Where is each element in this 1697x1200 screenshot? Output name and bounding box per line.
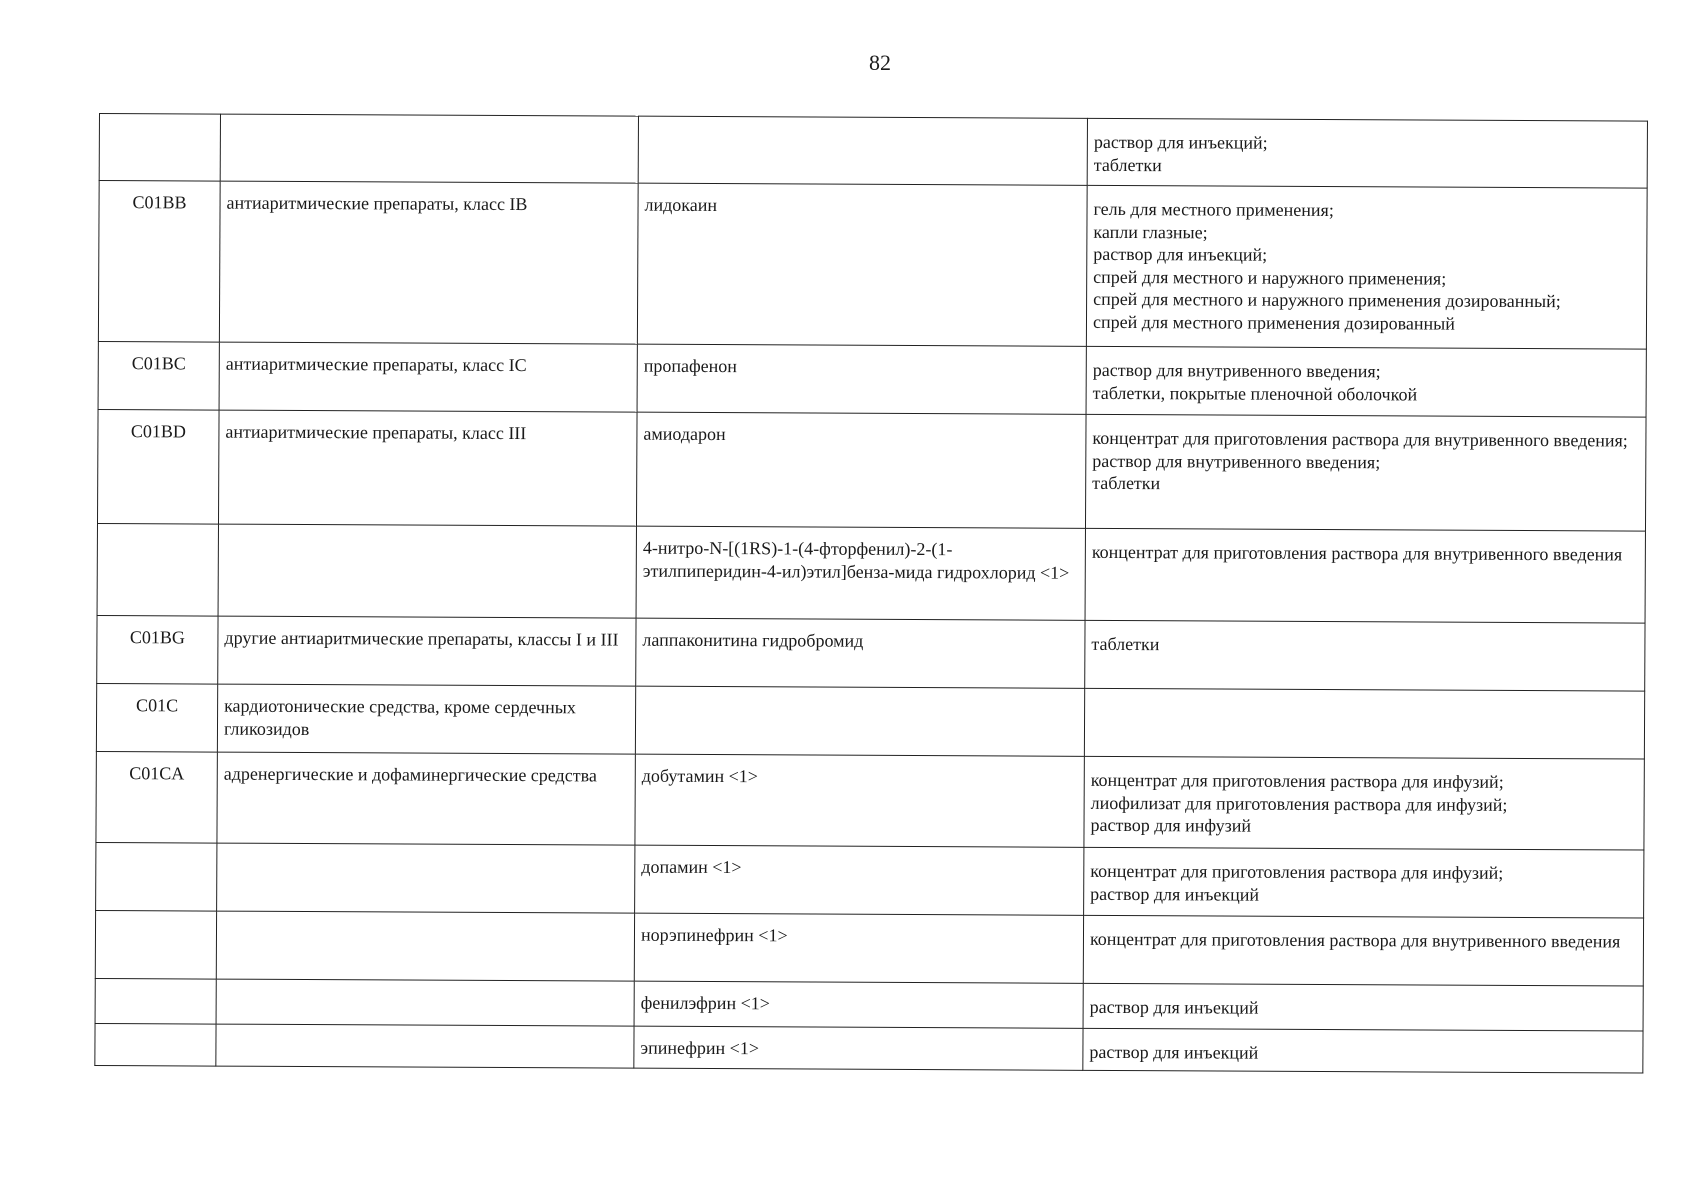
table-row bbox=[96, 842, 1644, 918]
page-number: 82 bbox=[869, 50, 891, 75]
drug-cell: 4-нитро-N-[(1RS)-1-(4-фторфенил)-2-(1-этилпиперидин-4-ил)этил]бенза-мида гидрохлорид <1> bbox=[636, 526, 1085, 620]
atc-code-cell bbox=[95, 910, 216, 979]
drug-cell: пропафенон bbox=[637, 344, 1086, 414]
dosage-forms-cell: гель для местного применения; капли глазные; раствор для инъекций; спрей для местного и наружного применения; спрей для местного и наружного применения дозированный; спрей для местного применения дозированный bbox=[1086, 185, 1647, 349]
atc-code-cell: C01BG bbox=[97, 615, 218, 684]
table-row bbox=[95, 1023, 1643, 1073]
dosage-forms-cell: концентрат для приготовления раствора для внутривенного введения bbox=[1083, 915, 1643, 986]
drug-cell: фенилэфрин <1> bbox=[634, 981, 1083, 1028]
atc-code-cell bbox=[99, 114, 220, 182]
group-cell bbox=[217, 843, 635, 913]
group-cell: адренергические и дофаминергические средства bbox=[217, 752, 635, 845]
table-row bbox=[97, 615, 1645, 691]
atc-code-cell bbox=[96, 842, 217, 911]
dosage-forms-cell: концентрат для приготовления раствора для инфузий; раствор для инъекций bbox=[1084, 847, 1644, 918]
drug-cell: норэпинефрин <1> bbox=[634, 913, 1083, 983]
drug-cell: лаппаконитина гидробромид bbox=[636, 618, 1085, 688]
atc-code-cell bbox=[97, 523, 218, 616]
dosage-forms-cell: таблетки bbox=[1085, 620, 1645, 691]
atc-code-cell: C01C bbox=[96, 683, 217, 752]
dosage-forms-cell: раствор для инъекций; таблетки bbox=[1087, 118, 1647, 188]
group-cell: кардиотонические средства, кроме сердечных гликозидов bbox=[217, 684, 635, 754]
dosage-forms-cell: концентрат для приготовления раствора для внутривенного введения; раствор для внутривенного введения; таблетки bbox=[1085, 414, 1646, 531]
group-cell: другие антиаритмические препараты, классы I и III bbox=[218, 616, 636, 686]
group-cell bbox=[216, 1024, 634, 1068]
atc-code-cell bbox=[95, 978, 216, 1024]
table-row bbox=[97, 409, 1646, 531]
atc-code-cell: C01CA bbox=[96, 751, 217, 843]
table-row bbox=[96, 751, 1644, 850]
dosage-forms-cell: концентрат для приготовления раствора для внутривенного введения bbox=[1085, 528, 1645, 623]
group-cell bbox=[216, 979, 634, 1026]
table-row bbox=[97, 523, 1645, 623]
drug-cell: допамин <1> bbox=[635, 845, 1084, 915]
table-row bbox=[98, 341, 1646, 417]
dosage-forms-cell: концентрат для приготовления раствора для инфузий; лиофилизат для приготовления раствора для инфузий; раствор для инфузий bbox=[1084, 756, 1644, 850]
drug-cell: эпинефрин <1> bbox=[634, 1026, 1083, 1070]
dosage-forms-cell: раствор для внутривенного введения; таблетки, покрытые пленочной оболочкой bbox=[1086, 346, 1646, 417]
table-row bbox=[95, 978, 1643, 1031]
drug-classification-table bbox=[94, 113, 1648, 1074]
atc-code-cell bbox=[95, 1023, 216, 1066]
group-cell: антиаритмические препараты, класс III bbox=[218, 410, 637, 526]
drug-cell: добутамин <1> bbox=[635, 754, 1084, 847]
group-cell bbox=[216, 911, 634, 981]
drug-cell: амиодарон bbox=[636, 412, 1086, 528]
drug-cell bbox=[638, 116, 1087, 185]
drug-cell: лидокаин bbox=[637, 183, 1087, 346]
group-cell: антиаритмические препараты, класс IC bbox=[219, 342, 637, 412]
table-row bbox=[99, 114, 1647, 189]
dosage-forms-cell bbox=[1084, 688, 1644, 759]
atc-code-cell: C01BB bbox=[98, 181, 220, 343]
table-row bbox=[98, 181, 1647, 350]
table-row bbox=[96, 683, 1644, 759]
dosage-forms-cell: раствор для инъекций bbox=[1083, 983, 1643, 1031]
atc-code-cell: C01BD bbox=[97, 409, 219, 524]
drug-cell bbox=[635, 686, 1084, 756]
atc-code-cell: C01BC bbox=[98, 341, 219, 410]
dosage-forms-cell: раствор для инъекций bbox=[1083, 1028, 1643, 1073]
table-row bbox=[95, 910, 1643, 986]
group-cell bbox=[218, 524, 636, 618]
group-cell bbox=[220, 114, 638, 183]
group-cell: антиаритмические препараты, класс IB bbox=[219, 181, 638, 344]
